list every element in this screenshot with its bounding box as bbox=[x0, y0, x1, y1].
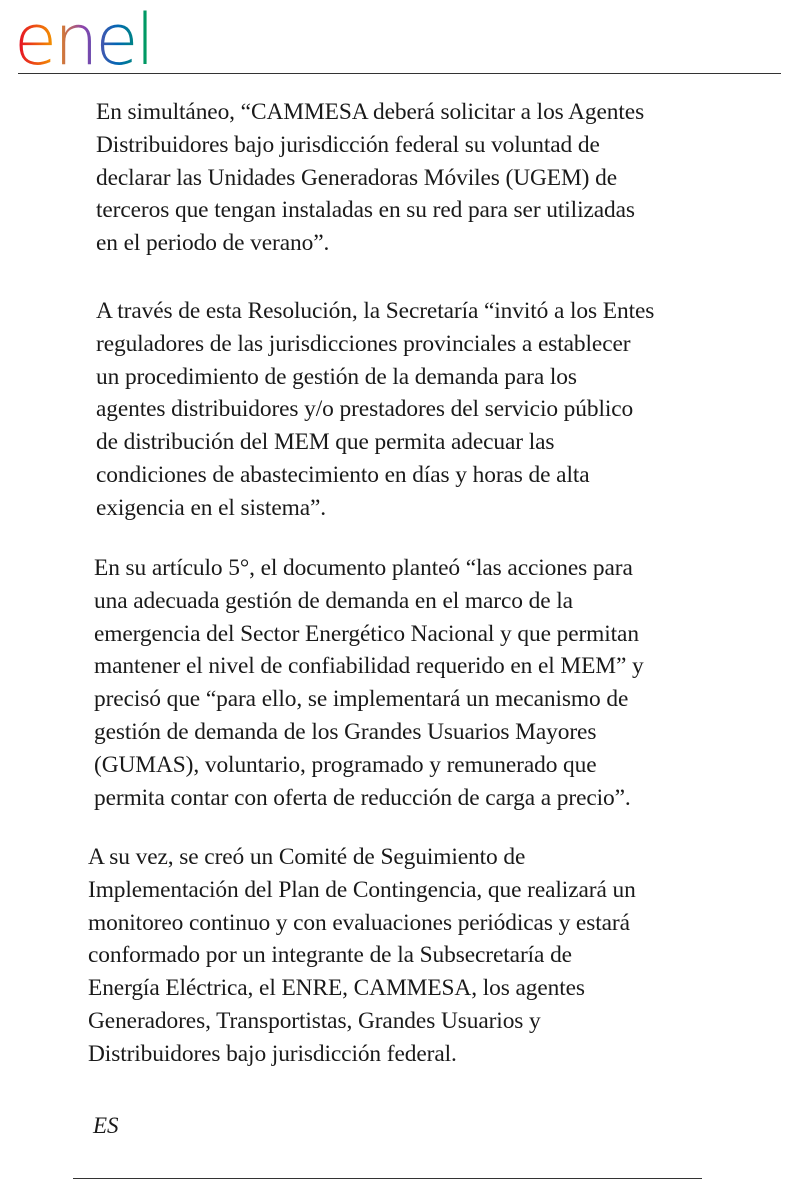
enel-logo-text: enel bbox=[14, 6, 152, 72]
enel-logo bbox=[14, 6, 184, 72]
author-initials: ES bbox=[93, 1113, 119, 1138]
paragraph-1: En simultáneo, “CAMMESA deberá solicitar a los Agentes Distribuidores bajo jurisdicción federal su voluntad de declarar las Unidades Generadoras Móviles (UGEM) de terceros que tengan instaladas en su red para ser utilizadas en el periodo de verano”. bbox=[96, 99, 645, 257]
paragraph-4: A su vez, se creó un Comité de Seguimiento de Implementación del Plan de Contingencia, que realizará un monitoreo continuo y con evaluaciones periódicas y estará conformado por un integrante de la Subsecretaría de Energía Eléctrica, el ENRE, CAMMESA, los agentes Generadores, Transportistas, Grandes Usuarios y Distribuidores bajo jurisdicción federal. bbox=[88, 844, 636, 1067]
paragraph-2: A través de esta Resolución, la Secretaría “invitó a los Entes reguladores de las jurisdicciones provinciales a establecer un procedimiento de gestión de la demanda para los agentes distribuidores y/o prestadores del servicio público de distribución del MEM que permita adecuar las condiciones de abastecimiento en días y horas de alta exigencia en el sistema”. bbox=[96, 298, 655, 521]
header-divider bbox=[18, 73, 781, 74]
paragraph-3: En su artículo 5°, el documento planteó “las acciones para una adecuada gestión de demanda en el marco de la emergencia del Sector Energético Nacional y que permitan mantener el nivel de confiabilidad requerido en el MEM” y precisó que “para ello, se implementará un mecanismo de gestión de demanda de los Grandes Usuarios Mayores (GUMAS), voluntario, programado y remunerado que permita contar con oferta de reducción de carga a precio”. bbox=[94, 555, 644, 811]
page-header bbox=[0, 0, 800, 80]
footer-divider bbox=[73, 1178, 702, 1179]
